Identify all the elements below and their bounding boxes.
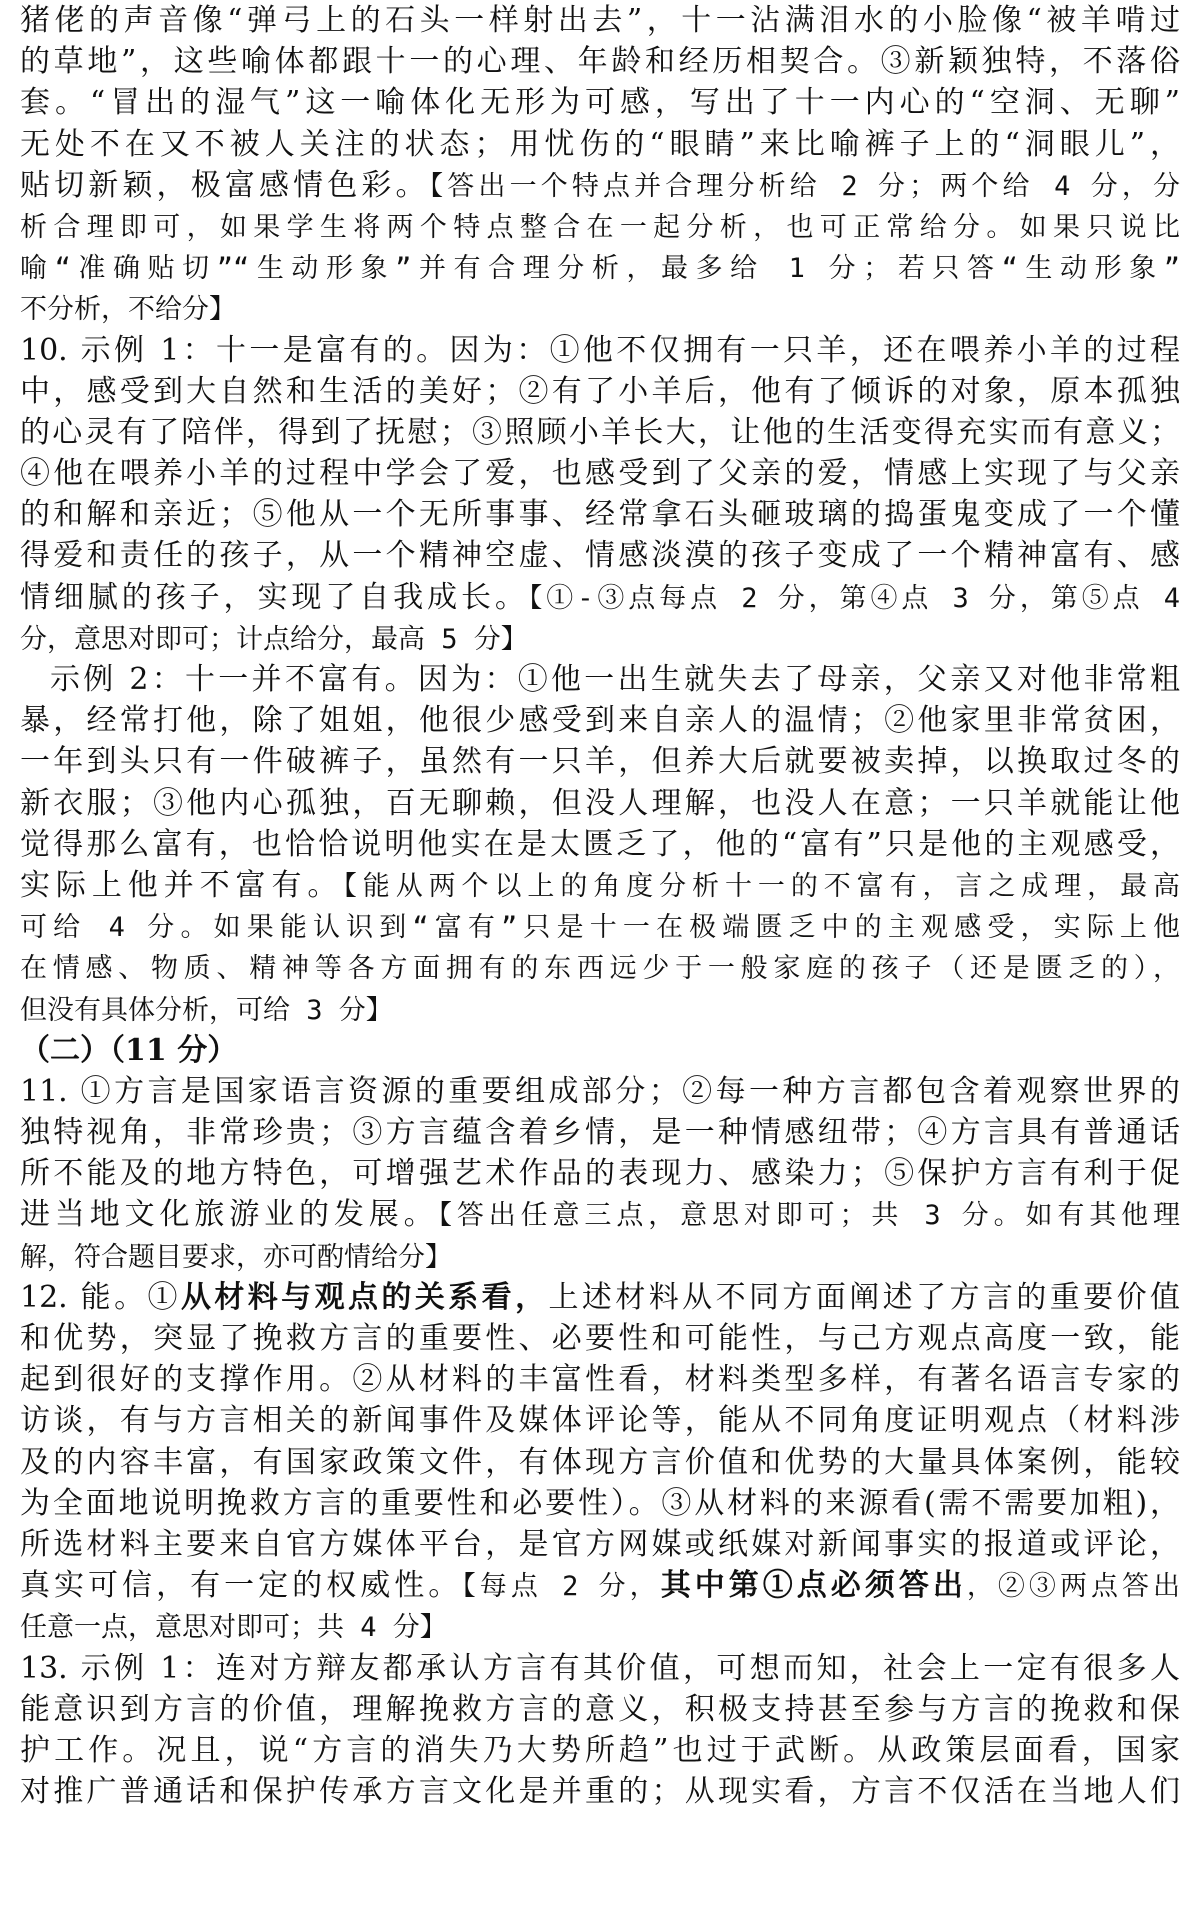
answer-text: 所不能及的地方特色，可增强艺术作品的表现力、感染力；⑤保护方言有利于促	[20, 1156, 1180, 1192]
answer-text: 能意识到方言的价值，理解挽救方言的意义，积极支持甚至参与方言的挽救和保	[20, 1691, 1180, 1727]
answer-text: 其中第①点必须答出	[660, 1568, 967, 1604]
answer-text: 中，感受到大自然和生活的美好；②有了小羊后，他有了倾诉的对象，原本孤独	[20, 373, 1180, 409]
answer-text: 10. 示例 1：十一是富有的。因为：①他不仅拥有一只羊，还在喂养小羊的过程	[20, 332, 1180, 368]
answer-text: 新衣服；③他内心孤独，百无聊赖，但没人理解，也没人在意；一只羊就能让他	[20, 785, 1180, 821]
text-line	[20, 494, 1180, 535]
answer-text: 无处不在又不被人关注的状态；用忧伤的“眼睛”来比喻裤子上的“洞眼儿”，	[20, 126, 1180, 162]
scoring-note: 任意一点，意思对即可；共 4 分】	[20, 1612, 447, 1644]
scoring-note: 喻“准确贴切”“生动形象”并有合理分析，最多给 1 分；若只答“生动形象”	[20, 253, 1180, 285]
answer-text: 13. 示例 1：连对方辩友都承认方言有其价值，可想而知，社会上一定有很多人	[20, 1650, 1180, 1686]
scoring-note: 【①-③点每点 2 分，第④点 3 分，第⑤点 4	[528, 582, 1180, 614]
text-line	[20, 1483, 1180, 1524]
answer-text: 进当地文化旅游业的发展。	[20, 1197, 439, 1233]
text-line	[20, 1400, 1180, 1441]
answer-text: 对推广普通话和保护传承方言文化是并重的；从现实看，方言不仅活在当地人们	[20, 1774, 1180, 1810]
scoring-note: ，②③两点答出	[966, 1571, 1181, 1603]
text-line	[20, 1071, 1180, 1112]
answer-text: 贴切新颖，极富感情色彩。	[20, 167, 430, 203]
text-line	[20, 247, 1180, 288]
text-line	[20, 1318, 1180, 1359]
answer-text: 从材料与观点的关系看，	[180, 1279, 549, 1315]
answer-text: 上述材料从不同方面阐述了方言的重要价值	[548, 1279, 1181, 1315]
answer-text: 得爱和责任的孩子，从一个精神空虚、情感淡漠的孩子变成了一个精神富有、感	[20, 538, 1180, 574]
answer-text: 真实可信，有一定的权威性。	[20, 1568, 463, 1604]
text-line	[20, 659, 1180, 700]
scoring-note: 解，符合题目要求，亦可酌情给分】	[20, 1241, 452, 1273]
answer-text: 的草地”，这些喻体都跟十一的心理、年龄和经历相契合。③新颖独特，不落俗	[20, 44, 1180, 80]
text-line	[20, 124, 1180, 165]
answer-text: 的心灵有了陪伴，得到了抚慰；③照顾小羊长大，让他的生活变得充实而有意义；	[20, 414, 1180, 450]
text-line	[20, 1730, 1180, 1771]
text-line	[20, 906, 1180, 947]
text-line	[20, 82, 1180, 123]
answer-text: 11. ①方言是国家语言资源的重要组成部分；②每一种方言都包含着观察世界的	[20, 1073, 1180, 1109]
scoring-note: 析合理即可，如果学生将两个特点整合在一起分析，也可正常给分。如果只说比	[20, 211, 1180, 243]
text-line	[20, 1442, 1180, 1483]
text-line	[20, 1771, 1180, 1812]
scoring-note: 【答出一个特点并合理分析给 2 分；两个给 4 分，分	[429, 170, 1181, 202]
section-heading: （二）（11 分）	[20, 1032, 238, 1068]
text-line	[20, 453, 1180, 494]
scoring-note: 【每点 2 分，	[462, 1571, 661, 1603]
text-line	[20, 865, 1180, 906]
answer-text: 独特视角，非常珍贵；③方言蕴含着乡情，是一种情感纽带；④方言具有普通话	[20, 1115, 1180, 1151]
text-line	[20, 700, 1180, 741]
answer-text: 实际上他并不富有。	[20, 867, 344, 903]
scoring-note: 不分析，不给分】	[20, 294, 236, 326]
answer-text: 护工作。况且，说“方言的消失乃大势所趋”也过于武断。从政策层面看，国家	[20, 1732, 1180, 1768]
answer-text: 觉得那么富有，也恰恰说明他实在是太匮乏了，他的“富有”只是他的主观感受，	[20, 826, 1180, 862]
scoring-note: 可给 4 分。如果能认识到“富有”只是十一在极端匮乏中的主观感受，实际上他	[20, 912, 1180, 944]
text-line	[20, 1153, 1180, 1194]
text-line	[20, 206, 1180, 247]
text-line	[20, 288, 1180, 329]
text-line	[20, 1112, 1180, 1153]
text-line	[20, 330, 1180, 371]
text-line	[20, 41, 1180, 82]
text-line	[20, 577, 1180, 618]
answer-text: 起到很好的支撑作用。②从材料的丰富性看，材料类型多样，有著名语言专家的	[20, 1362, 1180, 1398]
answer-text: 访谈，有与方言相关的新闻事件及媒体评论等，能从不同角度证明观点（材料涉	[20, 1403, 1180, 1439]
text-line	[20, 1606, 1180, 1647]
answer-text: 套。“冒出的湿气”这一喻体化无形为可感，写出了十一内心的“空洞、无聊”	[20, 85, 1180, 121]
answer-text: 和优势，突显了挽救方言的重要性、必要性和可能性，与己方观点高度一致，能	[20, 1321, 1180, 1356]
scoring-note: 但没有具体分析，可给 3 分】	[20, 994, 393, 1026]
answer-text: 12. 能。①	[20, 1279, 181, 1315]
answer-text: 及的内容丰富，有国家政策文件，有体现方言价值和优势的大量具体案例，能较	[20, 1444, 1180, 1480]
text-line	[20, 1689, 1180, 1730]
text-line	[20, 1565, 1180, 1606]
text-line	[20, 0, 1180, 41]
answer-text: 为全面地说明挽救方言的重要性和必要性）。③从材料的来源看(需不需要加粗)，	[20, 1485, 1180, 1521]
scoring-note: 在情感、物质、精神等各方面拥有的东西远少于一般家庭的孩子（还是匮乏的），	[20, 953, 1180, 985]
text-line	[20, 1524, 1180, 1565]
answer-text: 示例 2：十一并不富有。因为：①他一出生就失去了母亲，父亲又对他非常粗	[50, 662, 1180, 697]
answer-text: 暴，经常打他，除了姐姐，他很少感受到来自亲人的温情；②他家里非常贫困，	[20, 703, 1180, 739]
text-line	[20, 1194, 1180, 1235]
text-line	[20, 741, 1180, 782]
text-line	[20, 165, 1180, 206]
answer-key-document	[20, 0, 1180, 1812]
answer-text: 情细腻的孩子，实现了自我成长。	[20, 579, 529, 615]
text-line	[20, 412, 1180, 453]
scoring-note: 【答出任意三点，意思对即可；共 3 分。如有其他理	[438, 1200, 1181, 1232]
scoring-note: 分，意思对即可；计点给分，最高 5 分】	[20, 623, 528, 655]
answer-text: 的和解和亲近；⑤他从一个无所事事、经常拿石头砸玻璃的捣蛋鬼变成了一个懂	[20, 497, 1180, 533]
answer-text: 所选材料主要来自官方媒体平台，是官方网媒或纸媒对新闻事实的报道或评论，	[20, 1526, 1180, 1562]
answer-text: 一年到头只有一件破裤子，虽然有一只羊，但养大后就要被卖掉，以换取过冬的	[20, 744, 1180, 780]
text-line	[20, 1030, 1180, 1071]
text-line	[20, 947, 1180, 988]
text-line	[20, 783, 1180, 824]
text-line	[20, 618, 1180, 659]
text-line	[20, 989, 1180, 1030]
text-line	[20, 1236, 1180, 1277]
answer-text: ④他在喂养小羊的过程中学会了爱，也感受到了父亲的爱，情感上实现了与父亲	[20, 456, 1180, 492]
text-line	[20, 824, 1180, 865]
text-line	[20, 1277, 1180, 1318]
scoring-note: 【能从两个以上的角度分析十一的不富有，言之成理，最高	[343, 870, 1181, 902]
text-line	[20, 535, 1180, 576]
answer-text: 猪佬的声音像“弹弓上的石头一样射出去”，十一沾满泪水的小脸像“被羊啃过	[20, 3, 1180, 38]
text-line	[20, 371, 1180, 412]
text-line	[20, 1359, 1180, 1400]
text-line	[20, 1648, 1180, 1689]
